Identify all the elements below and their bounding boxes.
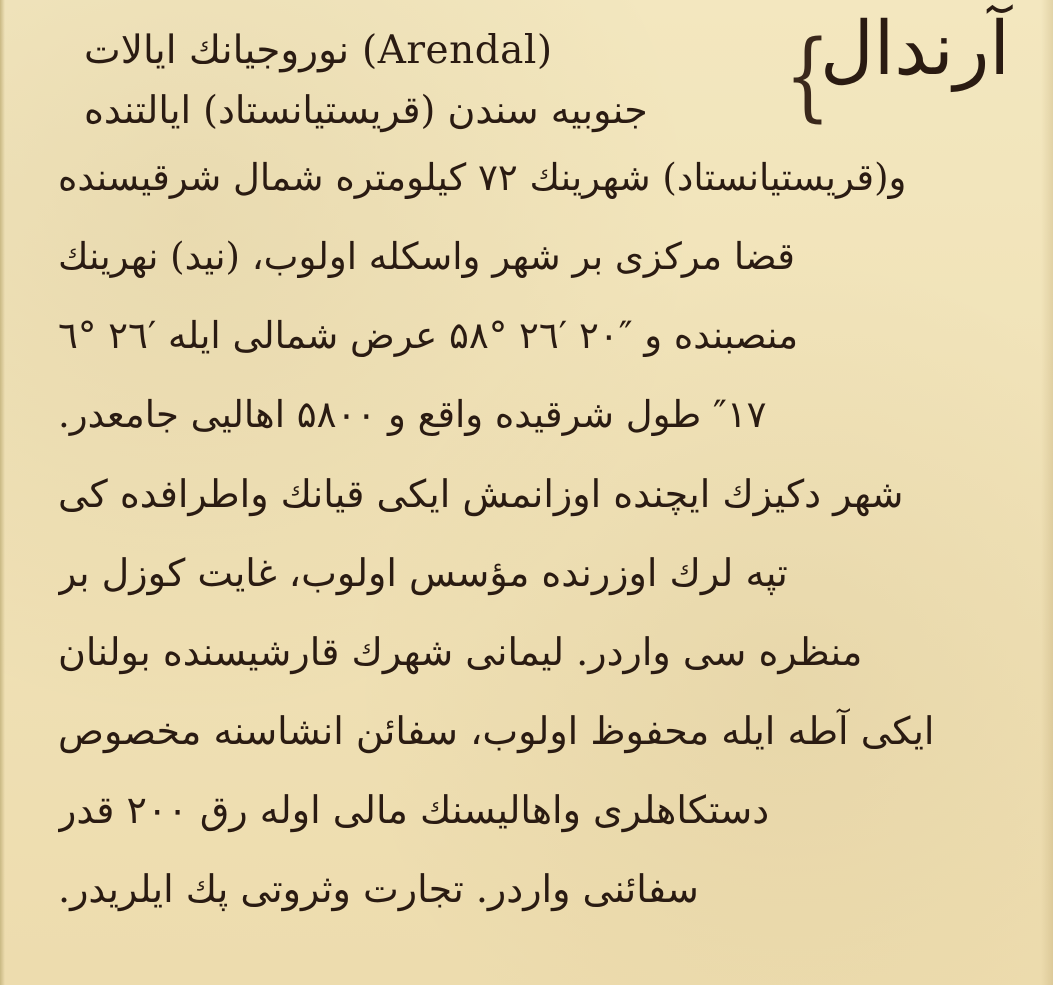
body-line: دستکاهلری واهالیسنك مالی اوله رق ۲۰۰ قدر: [58, 787, 770, 832]
body-line: منصبنده و ″۲۰ ′۲٦ °۵۸ عرض شمالی ایله ′۲٦ °٦: [58, 314, 799, 357]
entry-brace: {: [784, 20, 831, 132]
body-line: قضا مرکزی بر شهر واسکله اولوب، (نید) نهرینك: [58, 235, 795, 278]
body-line: تپه لرك اوزرنده مؤسس اولوب، غایت کوزل بر: [58, 550, 788, 595]
body-line: شهر دکیزك ایچنده اوزانمش ایکی قیانك واطرافده کی: [58, 471, 904, 516]
dictionary-entry: [58, 6, 1028, 960]
body-line: منظره سی واردر. لیمانی شهرك قارشیسنده بولنان: [58, 629, 863, 674]
entry-header: [58, 6, 1028, 132]
header-lines: [84, 20, 784, 140]
body-line: ایکی آطه ایله محفوظ اولوب، سفائن انشاسنه مخصوص: [58, 708, 935, 753]
body-line: و(قریستیانستاد) شهرینك ۷۲ کیلومتره شمال شرقیسنده: [58, 156, 907, 199]
entry-headword: آرندال: [819, 6, 1010, 92]
page-left-edge: [0, 0, 5, 985]
page-right-edge: [1041, 0, 1053, 985]
header-line: (Arendal) نوروجیانك ایالات: [84, 27, 553, 73]
body-line: سفائنی واردر. تجارت وثروتی پك ایلریدر.: [58, 866, 699, 911]
header-line: جنوبیه سندن (قریستیانستاد) ایالتنده: [84, 88, 648, 132]
entry-body: [58, 138, 1028, 928]
body-line: ″۱۷ طول شرقیده واقع و ۵۸۰۰ اهالیی جامعدر.: [58, 393, 767, 436]
